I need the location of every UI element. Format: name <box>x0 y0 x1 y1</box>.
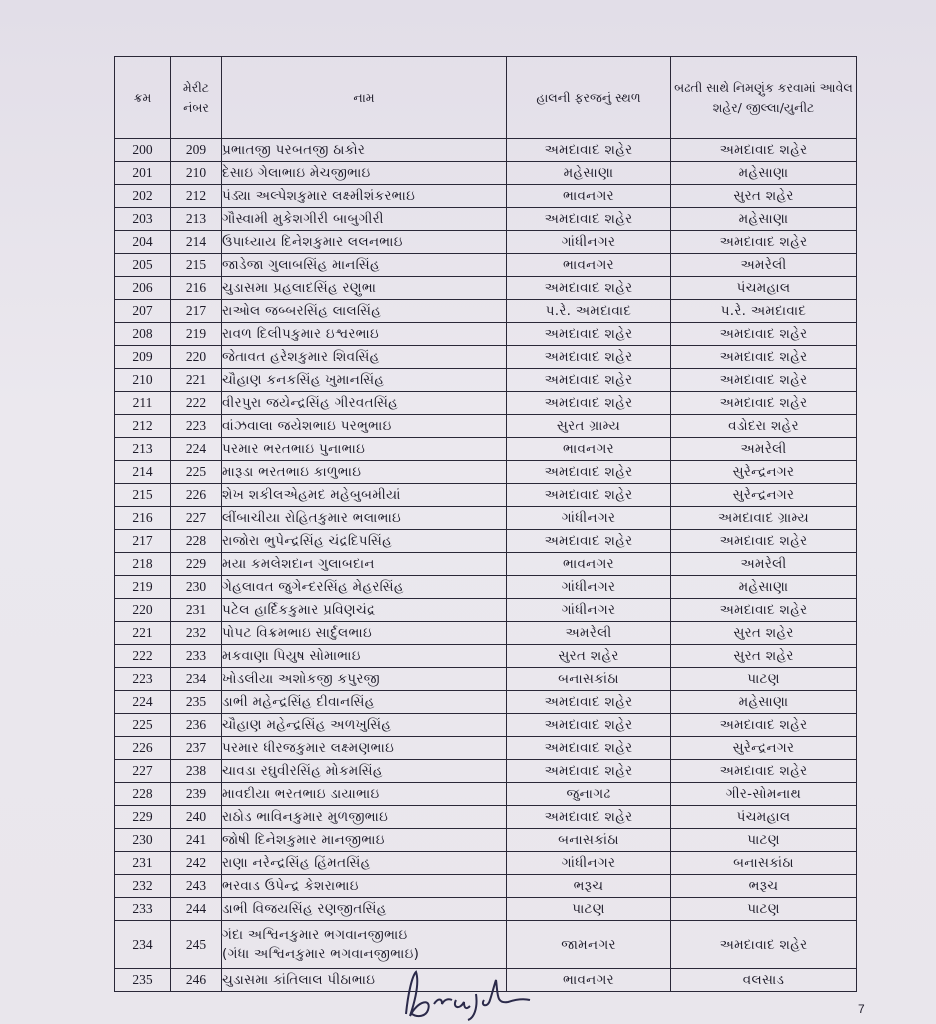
cell-name: દેસાઇ ગેલાભાઇ મેચજીભાઇ <box>222 162 507 185</box>
cell-promotion-place: અમદાવાદ શહેર <box>671 599 857 622</box>
cell-promotion-place: પાટણ <box>671 668 857 691</box>
cell-current-place: ગાંધીનગર <box>507 576 671 599</box>
table-row <box>115 415 857 438</box>
cell-name: જેતાવત હરેશકુમાર શિવસિંહ <box>222 346 507 369</box>
table-row <box>115 714 857 737</box>
cell-sr: 232 <box>115 875 171 898</box>
cell-merit: 222 <box>171 392 222 415</box>
cell-promotion-place: અમરેલી <box>671 438 857 461</box>
cell-promotion-place: પાટણ <box>671 829 857 852</box>
cell-promotion-place: ભરૂચ <box>671 875 857 898</box>
cell-name: ઉપાધ્યાય દિનેશકુમાર લલનભાઇ <box>222 231 507 254</box>
cell-name: પરમાર ધીરજકુમાર લક્ષ્મણભાઇ <box>222 737 507 760</box>
cell-name: માવદીયા ભરતભાઇ ડાયાભાઇ <box>222 783 507 806</box>
cell-name: વાંઝવાલા જયેશભાઇ પરભુભાઇ <box>222 415 507 438</box>
cell-promotion-place: અમદાવાદ શહેર <box>671 530 857 553</box>
cell-sr: 235 <box>115 969 171 992</box>
table-row <box>115 139 857 162</box>
cell-merit: 210 <box>171 162 222 185</box>
table-body <box>115 139 857 992</box>
cell-name: ડાભી વિજયસિંહ રણજીતસિંહ <box>222 898 507 921</box>
cell-sr: 226 <box>115 737 171 760</box>
cell-sr: 209 <box>115 346 171 369</box>
cell-merit: 242 <box>171 852 222 875</box>
cell-current-place: બનાસકાંઠા <box>507 668 671 691</box>
cell-promotion-place: અમદાવાદ શહેર <box>671 392 857 415</box>
cell-promotion-place: મહેસાણા <box>671 576 857 599</box>
cell-name: લીંબાચીયા રોહિતકુમાર ભલાભાઇ <box>222 507 507 530</box>
cell-name: ચૌહાણ મહેન્દ્રસિંહ અળખુસિંહ <box>222 714 507 737</box>
cell-merit: 229 <box>171 553 222 576</box>
cell-sr: 200 <box>115 139 171 162</box>
table-row <box>115 392 857 415</box>
cell-current-place: બનાસકાંઠા <box>507 829 671 852</box>
cell-promotion-place: અમદાવાદ શહેર <box>671 346 857 369</box>
cell-current-place: ગાંધીનગર <box>507 852 671 875</box>
cell-merit: 239 <box>171 783 222 806</box>
header-sr: ક્રમ <box>115 57 171 139</box>
cell-sr: 231 <box>115 852 171 875</box>
cell-promotion-place: અમદાવાદ શહેર <box>671 369 857 392</box>
cell-merit: 235 <box>171 691 222 714</box>
cell-name: ગૌસ્વામી મુકેશગીરી બાબુગીરી <box>222 208 507 231</box>
cell-merit: 233 <box>171 645 222 668</box>
cell-name: રાણા નરેન્દ્રસિંહ હિંમતસિંહ <box>222 852 507 875</box>
cell-sr: 221 <box>115 622 171 645</box>
table-row <box>115 760 857 783</box>
table-row <box>115 691 857 714</box>
cell-name: ચૌહાણ કનકસિંહ ખુમાનસિંહ <box>222 369 507 392</box>
cell-current-place: અમદાવાદ શહેર <box>507 369 671 392</box>
cell-merit: 219 <box>171 323 222 346</box>
cell-name: ચાવડા રઘુવીરસિંહ મોકમસિંહ <box>222 760 507 783</box>
cell-current-place: સુરત ગ્રામ્ય <box>507 415 671 438</box>
cell-sr: 210 <box>115 369 171 392</box>
cell-promotion-place: અમદાવાદ શહેર <box>671 323 857 346</box>
table-row <box>115 806 857 829</box>
cell-sr: 224 <box>115 691 171 714</box>
header-promotion-place: બઢતી સાથે નિમણુંક કરવામાં આવેલ શહેર/ જીલ્લા/યુનીટ <box>671 57 857 139</box>
cell-merit: 214 <box>171 231 222 254</box>
cell-current-place: મહેસાણા <box>507 162 671 185</box>
cell-merit: 231 <box>171 599 222 622</box>
cell-promotion-place: મહેસાણા <box>671 208 857 231</box>
cell-current-place: ભાવનગર <box>507 438 671 461</box>
table-row <box>115 277 857 300</box>
cell-current-place: અમરેલી <box>507 622 671 645</box>
table-row <box>115 507 857 530</box>
cell-promotion-place: મહેસાણા <box>671 162 857 185</box>
table-row <box>115 300 857 323</box>
cell-merit: 212 <box>171 185 222 208</box>
cell-current-place: અમદાવાદ શહેર <box>507 208 671 231</box>
table-row <box>115 346 857 369</box>
cell-sr: 215 <box>115 484 171 507</box>
table-row <box>115 553 857 576</box>
cell-merit: 225 <box>171 461 222 484</box>
table-row <box>115 829 857 852</box>
cell-merit: 246 <box>171 969 222 992</box>
cell-name: મયા કમલેશદાન ગુલાબદાન <box>222 553 507 576</box>
table-row <box>115 875 857 898</box>
cell-promotion-place: બનાસકાંઠા <box>671 852 857 875</box>
header-merit: મેરીટ નંબર <box>171 57 222 139</box>
cell-sr: 211 <box>115 392 171 415</box>
cell-current-place: અમદાવાદ શહેર <box>507 760 671 783</box>
cell-current-place: ભાવનગર <box>507 969 671 992</box>
table-row <box>115 231 857 254</box>
cell-merit: 224 <box>171 438 222 461</box>
cell-current-place: અમદાવાદ શહેર <box>507 530 671 553</box>
table-row <box>115 737 857 760</box>
page-number: 7 <box>858 1002 865 1016</box>
table-row <box>115 599 857 622</box>
cell-sr: 217 <box>115 530 171 553</box>
table-row <box>115 438 857 461</box>
cell-current-place: અમદાવાદ શહેર <box>507 484 671 507</box>
table-row <box>115 530 857 553</box>
cell-promotion-place: અમદાવાદ શહેર <box>671 231 857 254</box>
cell-name: પટેલ હાર્દિકકુમાર પ્રવિણચંદ્ર <box>222 599 507 622</box>
cell-sr: 220 <box>115 599 171 622</box>
cell-current-place: અમદાવાદ શહેર <box>507 737 671 760</box>
cell-promotion-place: સુરત શહેર <box>671 622 857 645</box>
cell-promotion-place: પંચમહાલ <box>671 277 857 300</box>
cell-sr: 219 <box>115 576 171 599</box>
cell-promotion-place: અમદાવાદ શહેર <box>671 921 857 969</box>
cell-merit: 223 <box>171 415 222 438</box>
cell-merit: 215 <box>171 254 222 277</box>
table-row <box>115 254 857 277</box>
cell-name: ચુડાસમા પ્રહલાદસિંહ રણુભા <box>222 277 507 300</box>
cell-promotion-place: પ.રે. અમદાવાદ <box>671 300 857 323</box>
cell-sr: 223 <box>115 668 171 691</box>
header-name: નામ <box>222 57 507 139</box>
cell-promotion-place: વલસાડ <box>671 969 857 992</box>
cell-merit: 227 <box>171 507 222 530</box>
cell-sr: 227 <box>115 760 171 783</box>
cell-current-place: ભાવનગર <box>507 185 671 208</box>
cell-current-place: અમદાવાદ શહેર <box>507 323 671 346</box>
cell-promotion-place: મહેસાણા <box>671 691 857 714</box>
cell-sr: 216 <box>115 507 171 530</box>
cell-merit: 209 <box>171 139 222 162</box>
cell-current-place: અમદાવાદ શહેર <box>507 806 671 829</box>
cell-sr: 218 <box>115 553 171 576</box>
cell-sr: 203 <box>115 208 171 231</box>
table-row <box>115 369 857 392</box>
table-row <box>115 852 857 875</box>
cell-name: મકવાણા પિયુષ સોમાભાઇ <box>222 645 507 668</box>
cell-sr: 206 <box>115 277 171 300</box>
cell-name: ખોડલીયા અશોકજી કપુરજી <box>222 668 507 691</box>
cell-sr: 207 <box>115 300 171 323</box>
cell-merit: 236 <box>171 714 222 737</box>
cell-name: મારૂડા ભરતભાઇ કાળુભાઇ <box>222 461 507 484</box>
cell-name: ગેહલાવત જુગેન્દરસિંહ મેહરસિંહ <box>222 576 507 599</box>
cell-current-place: અમદાવાદ શહેર <box>507 691 671 714</box>
cell-current-place: જામનગર <box>507 921 671 969</box>
cell-merit: 238 <box>171 760 222 783</box>
cell-name: રાઠોડ ભાવિનકુમાર મુળજીભાઇ <box>222 806 507 829</box>
cell-merit: 240 <box>171 806 222 829</box>
cell-merit: 228 <box>171 530 222 553</box>
table-row <box>115 783 857 806</box>
cell-sr: 229 <box>115 806 171 829</box>
cell-current-place: અમદાવાદ શહેર <box>507 392 671 415</box>
cell-name: વીરપુરા જયેન્દ્રસિંહ ગીરવતસિંહ <box>222 392 507 415</box>
cell-sr: 205 <box>115 254 171 277</box>
cell-current-place: સુરત શહેર <box>507 645 671 668</box>
cell-sr: 202 <box>115 185 171 208</box>
cell-merit: 216 <box>171 277 222 300</box>
cell-merit: 234 <box>171 668 222 691</box>
cell-promotion-place: અમદાવાદ શહેર <box>671 139 857 162</box>
cell-promotion-place: સુરત શહેર <box>671 645 857 668</box>
cell-sr: 222 <box>115 645 171 668</box>
table-row <box>115 668 857 691</box>
name-line-1: ગંદા અશ્વિનકુમાર ભગવાનજીભાઇ <box>222 927 408 943</box>
cell-promotion-place: સુરત શહેર <box>671 185 857 208</box>
cell-current-place: અમદાવાદ શહેર <box>507 346 671 369</box>
table-row <box>115 461 857 484</box>
table-row <box>115 921 857 969</box>
cell-merit: 213 <box>171 208 222 231</box>
table-row <box>115 185 857 208</box>
cell-promotion-place: અમદાવાદ શહેર <box>671 714 857 737</box>
cell-sr: 233 <box>115 898 171 921</box>
cell-merit: 217 <box>171 300 222 323</box>
table-row <box>115 898 857 921</box>
cell-sr: 204 <box>115 231 171 254</box>
cell-name: રાવળ દિલીપકુમાર ઇશ્વરભાઇ <box>222 323 507 346</box>
cell-sr: 213 <box>115 438 171 461</box>
cell-name: પ્રભાતજી પરબતજી ઠાકોર <box>222 139 507 162</box>
cell-name <box>222 921 507 969</box>
cell-current-place: પાટણ <box>507 898 671 921</box>
cell-name: પરમાર ભરતભાઇ પુનાભાઇ <box>222 438 507 461</box>
cell-merit: 226 <box>171 484 222 507</box>
header-current-place: હાલની ફરજનું સ્થળ <box>507 57 671 139</box>
cell-current-place: પ.રે. અમદાવાદ <box>507 300 671 323</box>
cell-current-place: અમદાવાદ શહેર <box>507 714 671 737</box>
table-row <box>115 622 857 645</box>
cell-current-place: ભરૂચ <box>507 875 671 898</box>
table-row <box>115 576 857 599</box>
cell-current-place: અમદાવાદ શહેર <box>507 277 671 300</box>
cell-sr: 225 <box>115 714 171 737</box>
cell-name: ચુડાસમા કાંતિલાલ પીઠાભાઇ <box>222 969 507 992</box>
table-row <box>115 645 857 668</box>
cell-sr: 230 <box>115 829 171 852</box>
cell-promotion-place: અમદાવાદ ગ્રામ્ય <box>671 507 857 530</box>
merit-list-table <box>114 56 857 992</box>
cell-promotion-place: પંચમહાલ <box>671 806 857 829</box>
cell-promotion-place: વડોદરા શહેર <box>671 415 857 438</box>
cell-promotion-place: પાટણ <box>671 898 857 921</box>
cell-merit: 245 <box>171 921 222 969</box>
cell-promotion-place: અમરેલી <box>671 254 857 277</box>
cell-name: ભરવાડ ઉપેન્દ્ર કેશરાભાઇ <box>222 875 507 898</box>
cell-current-place: જુનાગઢ <box>507 783 671 806</box>
cell-name: પંડ્યા અલ્પેશકુમાર લક્ષ્મીશંકરભાઇ <box>222 185 507 208</box>
cell-merit: 237 <box>171 737 222 760</box>
cell-current-place: ભાવનગર <box>507 254 671 277</box>
cell-name: ડાભી મહેન્દ્રસિંહ દીવાનસિંહ <box>222 691 507 714</box>
table-row <box>115 162 857 185</box>
cell-sr: 214 <box>115 461 171 484</box>
cell-sr: 212 <box>115 415 171 438</box>
table-row <box>115 323 857 346</box>
cell-promotion-place: સુરેન્દ્રનગર <box>671 737 857 760</box>
cell-promotion-place: સુરેન્દ્રનગર <box>671 484 857 507</box>
signature <box>398 964 538 1022</box>
cell-sr: 208 <box>115 323 171 346</box>
cell-merit: 230 <box>171 576 222 599</box>
cell-current-place: અમદાવાદ શહેર <box>507 461 671 484</box>
cell-current-place: ગાંધીનગર <box>507 599 671 622</box>
cell-name: રાજોરા ભુપેન્દ્રસિંહ ચંદ્રદિપસિંહ <box>222 530 507 553</box>
cell-current-place: અમદાવાદ શહેર <box>507 139 671 162</box>
cell-merit: 244 <box>171 898 222 921</box>
cell-name: જાડેજા ગુલાબસિંહ માનસિંહ <box>222 254 507 277</box>
table-row <box>115 484 857 507</box>
cell-promotion-place: ગીર-સોમનાથ <box>671 783 857 806</box>
cell-name: રાઓલ જબ્બરસિંહ લાલસિંહ <box>222 300 507 323</box>
cell-merit: 220 <box>171 346 222 369</box>
cell-merit: 241 <box>171 829 222 852</box>
cell-name: જોષી દિનેશકુમાર માનજીભાઇ <box>222 829 507 852</box>
cell-promotion-place: અમરેલી <box>671 553 857 576</box>
cell-name: પોપટ વિક્રમભાઇ સાર્દુલભાઇ <box>222 622 507 645</box>
cell-sr: 201 <box>115 162 171 185</box>
cell-merit: 232 <box>171 622 222 645</box>
cell-sr: 228 <box>115 783 171 806</box>
cell-current-place: ગાંધીનગર <box>507 507 671 530</box>
cell-promotion-place: સુરેન્દ્રનગર <box>671 461 857 484</box>
cell-merit: 221 <box>171 369 222 392</box>
cell-merit: 243 <box>171 875 222 898</box>
cell-current-place: ગાંધીનગર <box>507 231 671 254</box>
cell-current-place: ભાવનગર <box>507 553 671 576</box>
cell-name: શેખ શકીલએહમદ મહેબુબમીયાં <box>222 484 507 507</box>
table-header-row <box>115 57 857 139</box>
table-row <box>115 208 857 231</box>
name-line-2: (ગંધા અશ્વિનકુમાર ભગવાનજીભાઇ) <box>222 946 420 962</box>
cell-sr: 234 <box>115 921 171 969</box>
cell-promotion-place: અમદાવાદ શહેર <box>671 760 857 783</box>
